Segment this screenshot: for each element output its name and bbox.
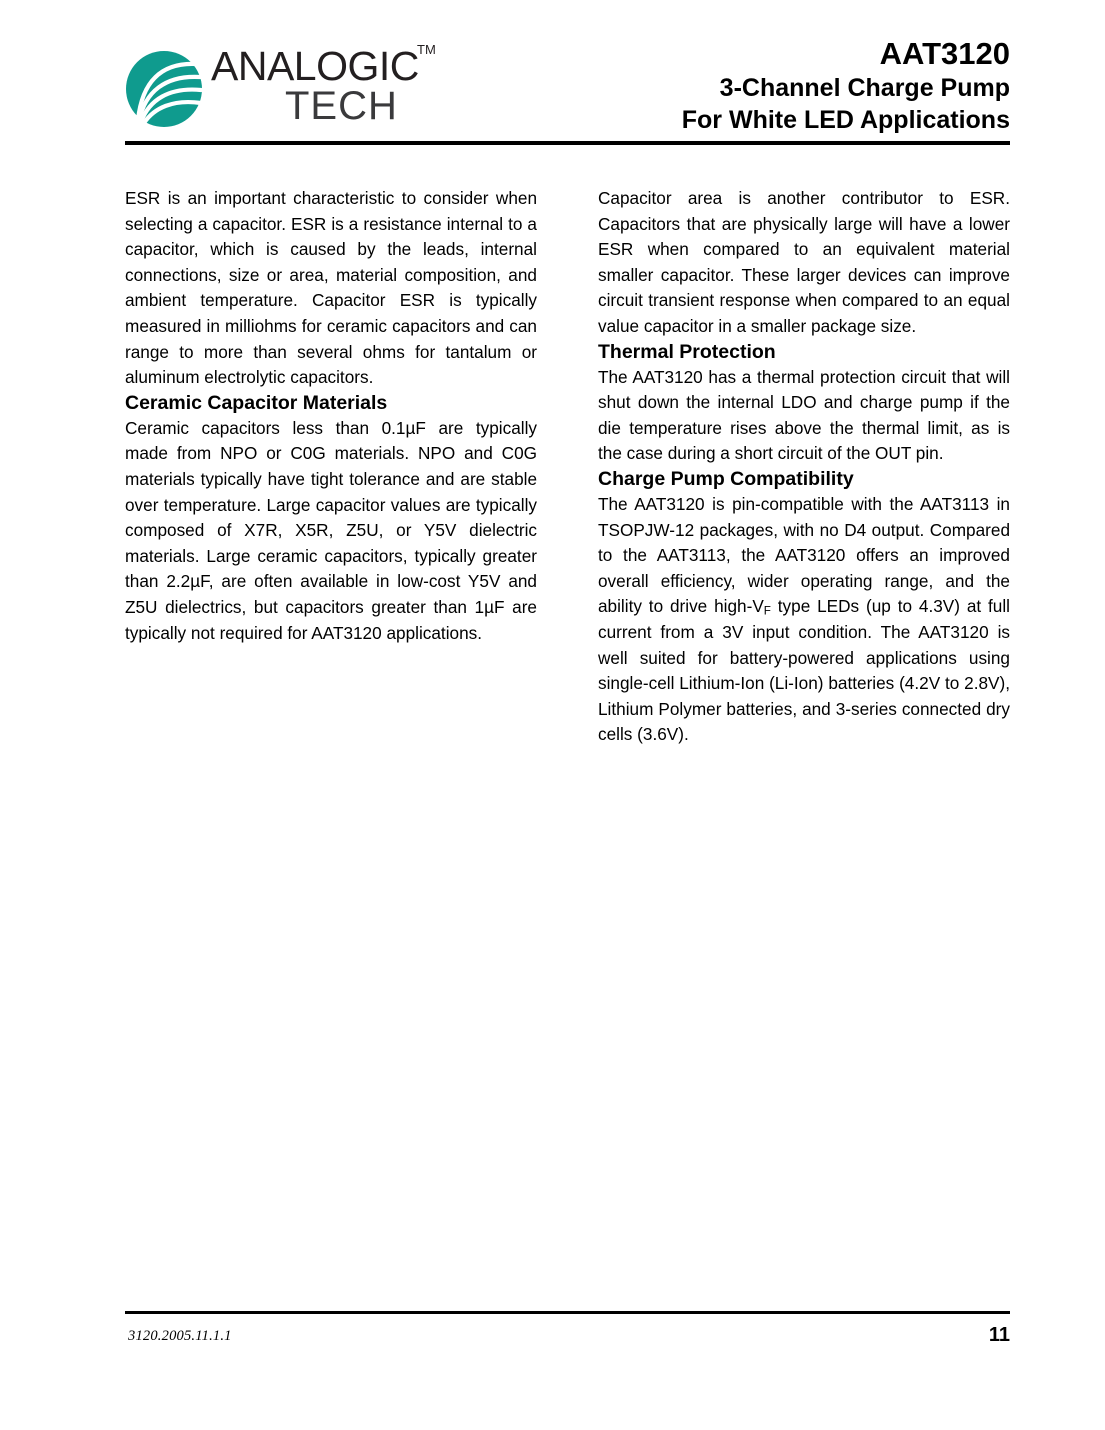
right-column [598, 186, 1010, 748]
heading-charge-pump-compatibility: Charge Pump Compatibility [598, 467, 854, 490]
page-number: 11 [988, 1324, 1010, 1346]
forward-voltage-subscript: F [763, 604, 771, 618]
paragraph-esr-characteristic: ESR is an important characteristic to consider when selecting a capacitor. ESR is a resistance internal to a capacitor, which is caused by the leads, internal connections, size or area, material composition, and ambient temperature. Capacitor ESR is typically measured in milliohms for ceramic capacitors and can range to more than several ohms for tantalum or aluminum electrolytic capacitors. [125, 188, 537, 388]
part-number-title: AAT3120 [879, 36, 1010, 71]
company-logo [125, 42, 455, 138]
heading-ceramic-capacitor-materials: Ceramic Capacitor Materials [125, 391, 388, 414]
left-column [125, 186, 537, 646]
paragraph-compat-part-1: The AAT3120 is pin-compatible with the AAT3113 in TSOPJW-12 packages, with no D4 output. Compared to the AAT3113, the AAT3120 offers an improved overall efficiency, wider operating range, and the ability to drive high-V [598, 493, 1010, 617]
paragraph-thermal-protection: The AAT3120 has a thermal protection circuit that will shut down the internal LDO and charge pump if the die temperature rises above the thermal limit, as is the case during a short circuit of the OUT pin. [598, 366, 1010, 464]
header-title-group [450, 36, 1010, 136]
footer-divider [125, 1311, 1010, 1314]
header-divider [125, 141, 1010, 145]
paragraph-capacitor-area: Capacitor area is another contributor to ESR. Capacitors that are physically large will have a lower ESR when compared to an equivalent material smaller capacitor. These larger devices can improve circuit transient response when compared to an equal value capacitor in a smaller package size. [598, 188, 1010, 336]
paragraph-compat-part-2: type LEDs (up to 4.3V) at full current from a 3V input condition. The AAT3120 is well suited for battery-powered applications using single-cell Lithium-Ion (Li-Ion) batteries (4.2V to 2.8V), Lithium Polymer batteries, and 3-series connected dry cells (3.6V). [598, 596, 1010, 745]
product-subtitle-line-2: For White LED Applications [681, 106, 1010, 134]
heading-thermal-protection: Thermal Protection [598, 340, 776, 363]
page-footer [125, 1324, 1010, 1354]
analogictech-globe-icon [125, 50, 203, 128]
wordmark-tech: TECH [285, 84, 398, 128]
paragraph-ceramic-capacitor-materials: Ceramic capacitors less than 0.1µF are typically made from NPO or C0G materials. NPO and C0G materials typically have tight tolerance and are stable over temperature. Large capacitor values are typically composed of X7R, X5R, Z5U, or Y5V dielectric materials. Large ceramic capacitors, typically greater than 2.2µF, are often available in low-cost Y5V and Z5U dielectrics, but capacitors greater than 1µF are typically not required for AAT3120 applications. [125, 417, 537, 643]
product-subtitle-line-1: 3-Channel Charge Pump [719, 74, 1010, 102]
trademark-symbol: TM [417, 42, 436, 57]
page-header [125, 36, 1010, 138]
wordmark-analogic: ANALOGIC [211, 43, 419, 89]
company-wordmark [211, 42, 461, 138]
paragraph-charge-pump-compatibility [598, 492, 1010, 748]
document-revision-code: 3120.2005.11.1.1 [128, 1328, 232, 1344]
